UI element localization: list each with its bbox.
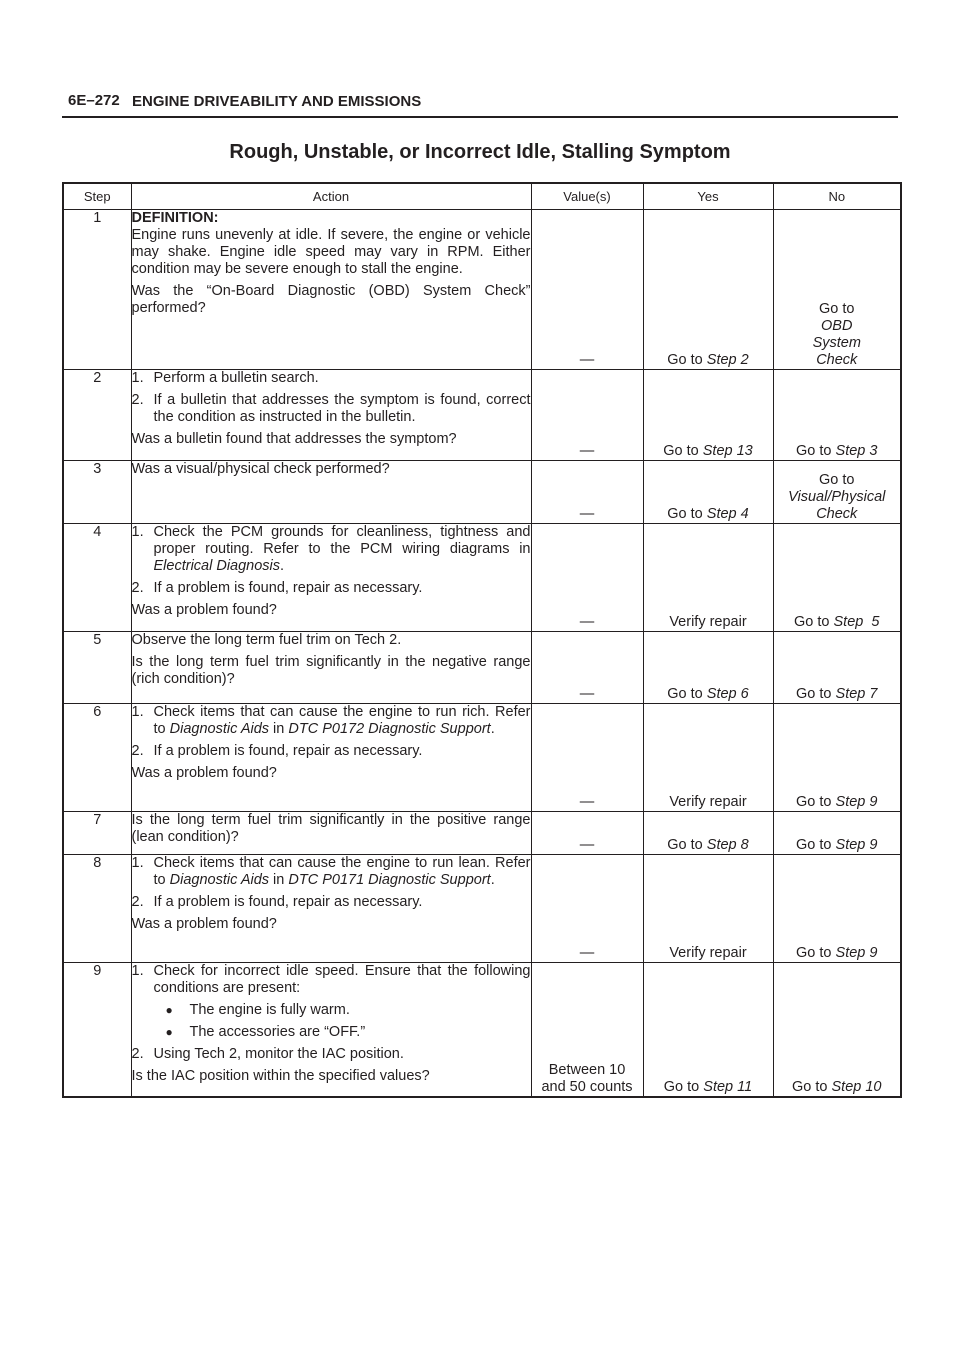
no-step-ref: Step 9 xyxy=(835,794,878,810)
step-value: — xyxy=(531,812,643,855)
no-step-ref: Step 5 xyxy=(833,614,880,630)
step-no: Go to Step 9 xyxy=(773,704,901,812)
definition-text: Engine runs unevenly at idle. If severe, the engine or vehicle may shake. Engine idle speed may vary in RPM. Either condition may be severe enough to stall the engine. xyxy=(131,227,531,277)
step-value: — xyxy=(531,524,643,632)
step-number: 6 xyxy=(63,704,131,812)
step-number: 5 xyxy=(63,632,131,704)
step-action xyxy=(131,370,531,461)
list-item: 1. Check items that can cause the engine to run rich. Refer to Diagnostic Aids in DTC P0172 Diagnostic Support. xyxy=(131,704,531,737)
step-no xyxy=(773,210,901,370)
table-row xyxy=(63,704,901,812)
step-action xyxy=(131,855,531,963)
page-title: Rough, Unstable, or Incorrect Idle, Stalling Symptom xyxy=(229,141,731,163)
table-row xyxy=(63,461,901,524)
step-yes: Go to Step 4 xyxy=(643,461,773,524)
list-item: 1. Check the PCM grounds for cleanliness, tightness and proper routing. Refer to the PCM wiring diagrams in Electrical Diagnosis. xyxy=(131,524,531,574)
step-number: 4 xyxy=(63,524,131,632)
step-question: Was a problem found? xyxy=(131,765,277,781)
bullet-item: ● The engine is fully warm. xyxy=(165,1002,350,1018)
step-yes xyxy=(643,210,773,370)
definition-label: DEFINITION: xyxy=(131,210,219,226)
no-step-ref: Step 3 xyxy=(835,443,878,459)
list-item: 2. If a problem is found, repair as necessary. xyxy=(131,894,423,910)
manual-ref: Diagnostic Aids xyxy=(169,872,270,888)
step-question: Was a bulletin found that addresses the symptom? xyxy=(131,431,457,447)
list-item: 1. Perform a bulletin search. xyxy=(131,370,319,386)
header-action: Action xyxy=(131,183,531,210)
step-yes: Go to Step 8 xyxy=(643,812,773,855)
no-step-ref: OBD System Check xyxy=(812,318,861,368)
step-number: 2 xyxy=(63,370,131,461)
no-step-ref: Visual/Physical Check xyxy=(788,489,886,522)
yes-step-ref: Step 11 xyxy=(703,1078,753,1095)
step-question: Is the long term fuel trim significantly in the negative range (rich condition)? xyxy=(131,654,531,687)
header-yes: Yes xyxy=(643,183,773,210)
step-question: Is the long term fuel trim significantly in the positive range (lean condition)? xyxy=(131,812,531,845)
step-no: Go to Step 3 xyxy=(773,370,901,461)
step-question: Is the IAC position within the specified values? xyxy=(131,1068,430,1084)
step-number: 8 xyxy=(63,855,131,963)
step-yes: Go to Step 6 xyxy=(643,632,773,704)
step-value: Between 10 and 50 counts xyxy=(531,963,643,1097)
yes-step-ref: Step 13 xyxy=(702,443,753,459)
header-no: No xyxy=(773,183,901,210)
step-instruction: Observe the long term fuel trim on Tech 2. xyxy=(131,632,402,648)
yes-step-ref: Step 2 xyxy=(706,352,749,368)
table-row xyxy=(63,370,901,461)
step-question: Was a visual/physical check performed? xyxy=(131,461,390,477)
step-yes: Verify repair xyxy=(643,855,773,963)
step-value: — xyxy=(531,632,643,704)
list-item: 2. Using Tech 2, monitor the IAC position. xyxy=(131,1046,404,1062)
step-action xyxy=(131,524,531,632)
manual-ref: Diagnostic Aids xyxy=(169,721,270,737)
list-item: 1. Check for incorrect idle speed. Ensure that the following conditions are present: xyxy=(131,963,531,996)
list-item: 2. If a problem is found, repair as necessary. xyxy=(131,580,423,596)
no-step-ref: Step 9 xyxy=(835,945,878,961)
yes-prefix: Go to xyxy=(667,352,707,368)
step-value: — xyxy=(531,210,643,370)
step-yes: Verify repair xyxy=(643,524,773,632)
step-yes: Verify repair xyxy=(643,704,773,812)
step-yes: Go to Step 13 xyxy=(643,370,773,461)
step-number: 3 xyxy=(63,461,131,524)
step-value: — xyxy=(531,461,643,524)
table-row xyxy=(63,632,901,704)
header-values: Value(s) xyxy=(531,183,643,210)
step-action xyxy=(131,704,531,812)
page-number: 6E–272 xyxy=(68,92,120,109)
header-rule xyxy=(62,116,898,118)
table-row xyxy=(63,855,901,963)
manual-ref: DTC P0172 Diagnostic Support xyxy=(288,721,491,737)
step-number: 7 xyxy=(63,812,131,855)
list-item: 1. Check items that can cause the engine to run lean. Refer to Diagnostic Aids in DTC P0171 Diagnostic Support. xyxy=(131,855,531,888)
section-title: ENGINE DRIVEABILITY AND EMISSIONS xyxy=(132,93,422,110)
yes-step-ref: Step 6 xyxy=(706,686,749,702)
table-header-row xyxy=(63,183,901,210)
step-value: — xyxy=(531,370,643,461)
step-no: Go to Step 9 xyxy=(773,812,901,855)
manual-ref: Electrical Diagnosis xyxy=(153,558,281,574)
step-value: — xyxy=(531,704,643,812)
step-action xyxy=(131,963,531,1097)
step-action xyxy=(131,210,531,370)
step-no: Go to Step 9 xyxy=(773,855,901,963)
bullet-item: ● The accessories are “OFF.” xyxy=(165,1024,366,1040)
step-action xyxy=(131,812,531,855)
list-item: 2. If a problem is found, repair as necessary. xyxy=(131,743,423,759)
no-step-ref: Step 7 xyxy=(835,686,878,702)
step-no: Go to Step 10 xyxy=(773,963,901,1097)
no-step-ref: Step 10 xyxy=(831,1078,882,1095)
step-no: Go to Visual/Physical Check xyxy=(773,461,901,524)
table-row xyxy=(63,524,901,632)
yes-step-ref: Step 8 xyxy=(706,837,749,853)
table-row xyxy=(63,210,901,370)
step-question: Was a problem found? xyxy=(131,916,277,932)
yes-step-ref: Step 4 xyxy=(706,506,749,522)
step-number: 1 xyxy=(63,210,131,370)
step-no: Go to Step 7 xyxy=(773,632,901,704)
step-question: Was the “On-Board Diagnostic (OBD) System Check” performed? xyxy=(131,283,531,316)
no-prefix: Go to xyxy=(819,301,855,317)
table-row xyxy=(63,812,901,855)
header-step: Step xyxy=(63,183,131,210)
step-no: Go to Step 5 xyxy=(773,524,901,632)
diagnostic-table xyxy=(62,182,902,1098)
manual-ref: DTC P0171 Diagnostic Support xyxy=(288,872,491,888)
step-question: Was a problem found? xyxy=(131,602,277,618)
table-row xyxy=(63,963,901,1097)
step-action xyxy=(131,632,531,704)
bullet-icon: ● xyxy=(165,1025,173,1039)
list-item: 2. If a bulletin that addresses the symptom is found, correct the condition as instructed in the bulletin. xyxy=(131,392,531,425)
step-number: 9 xyxy=(63,963,131,1097)
step-yes: Go to Step 11 xyxy=(643,963,773,1097)
step-action xyxy=(131,461,531,524)
bullet-icon: ● xyxy=(165,1003,173,1017)
step-value: — xyxy=(531,855,643,963)
no-step-ref: Step 9 xyxy=(835,837,878,853)
